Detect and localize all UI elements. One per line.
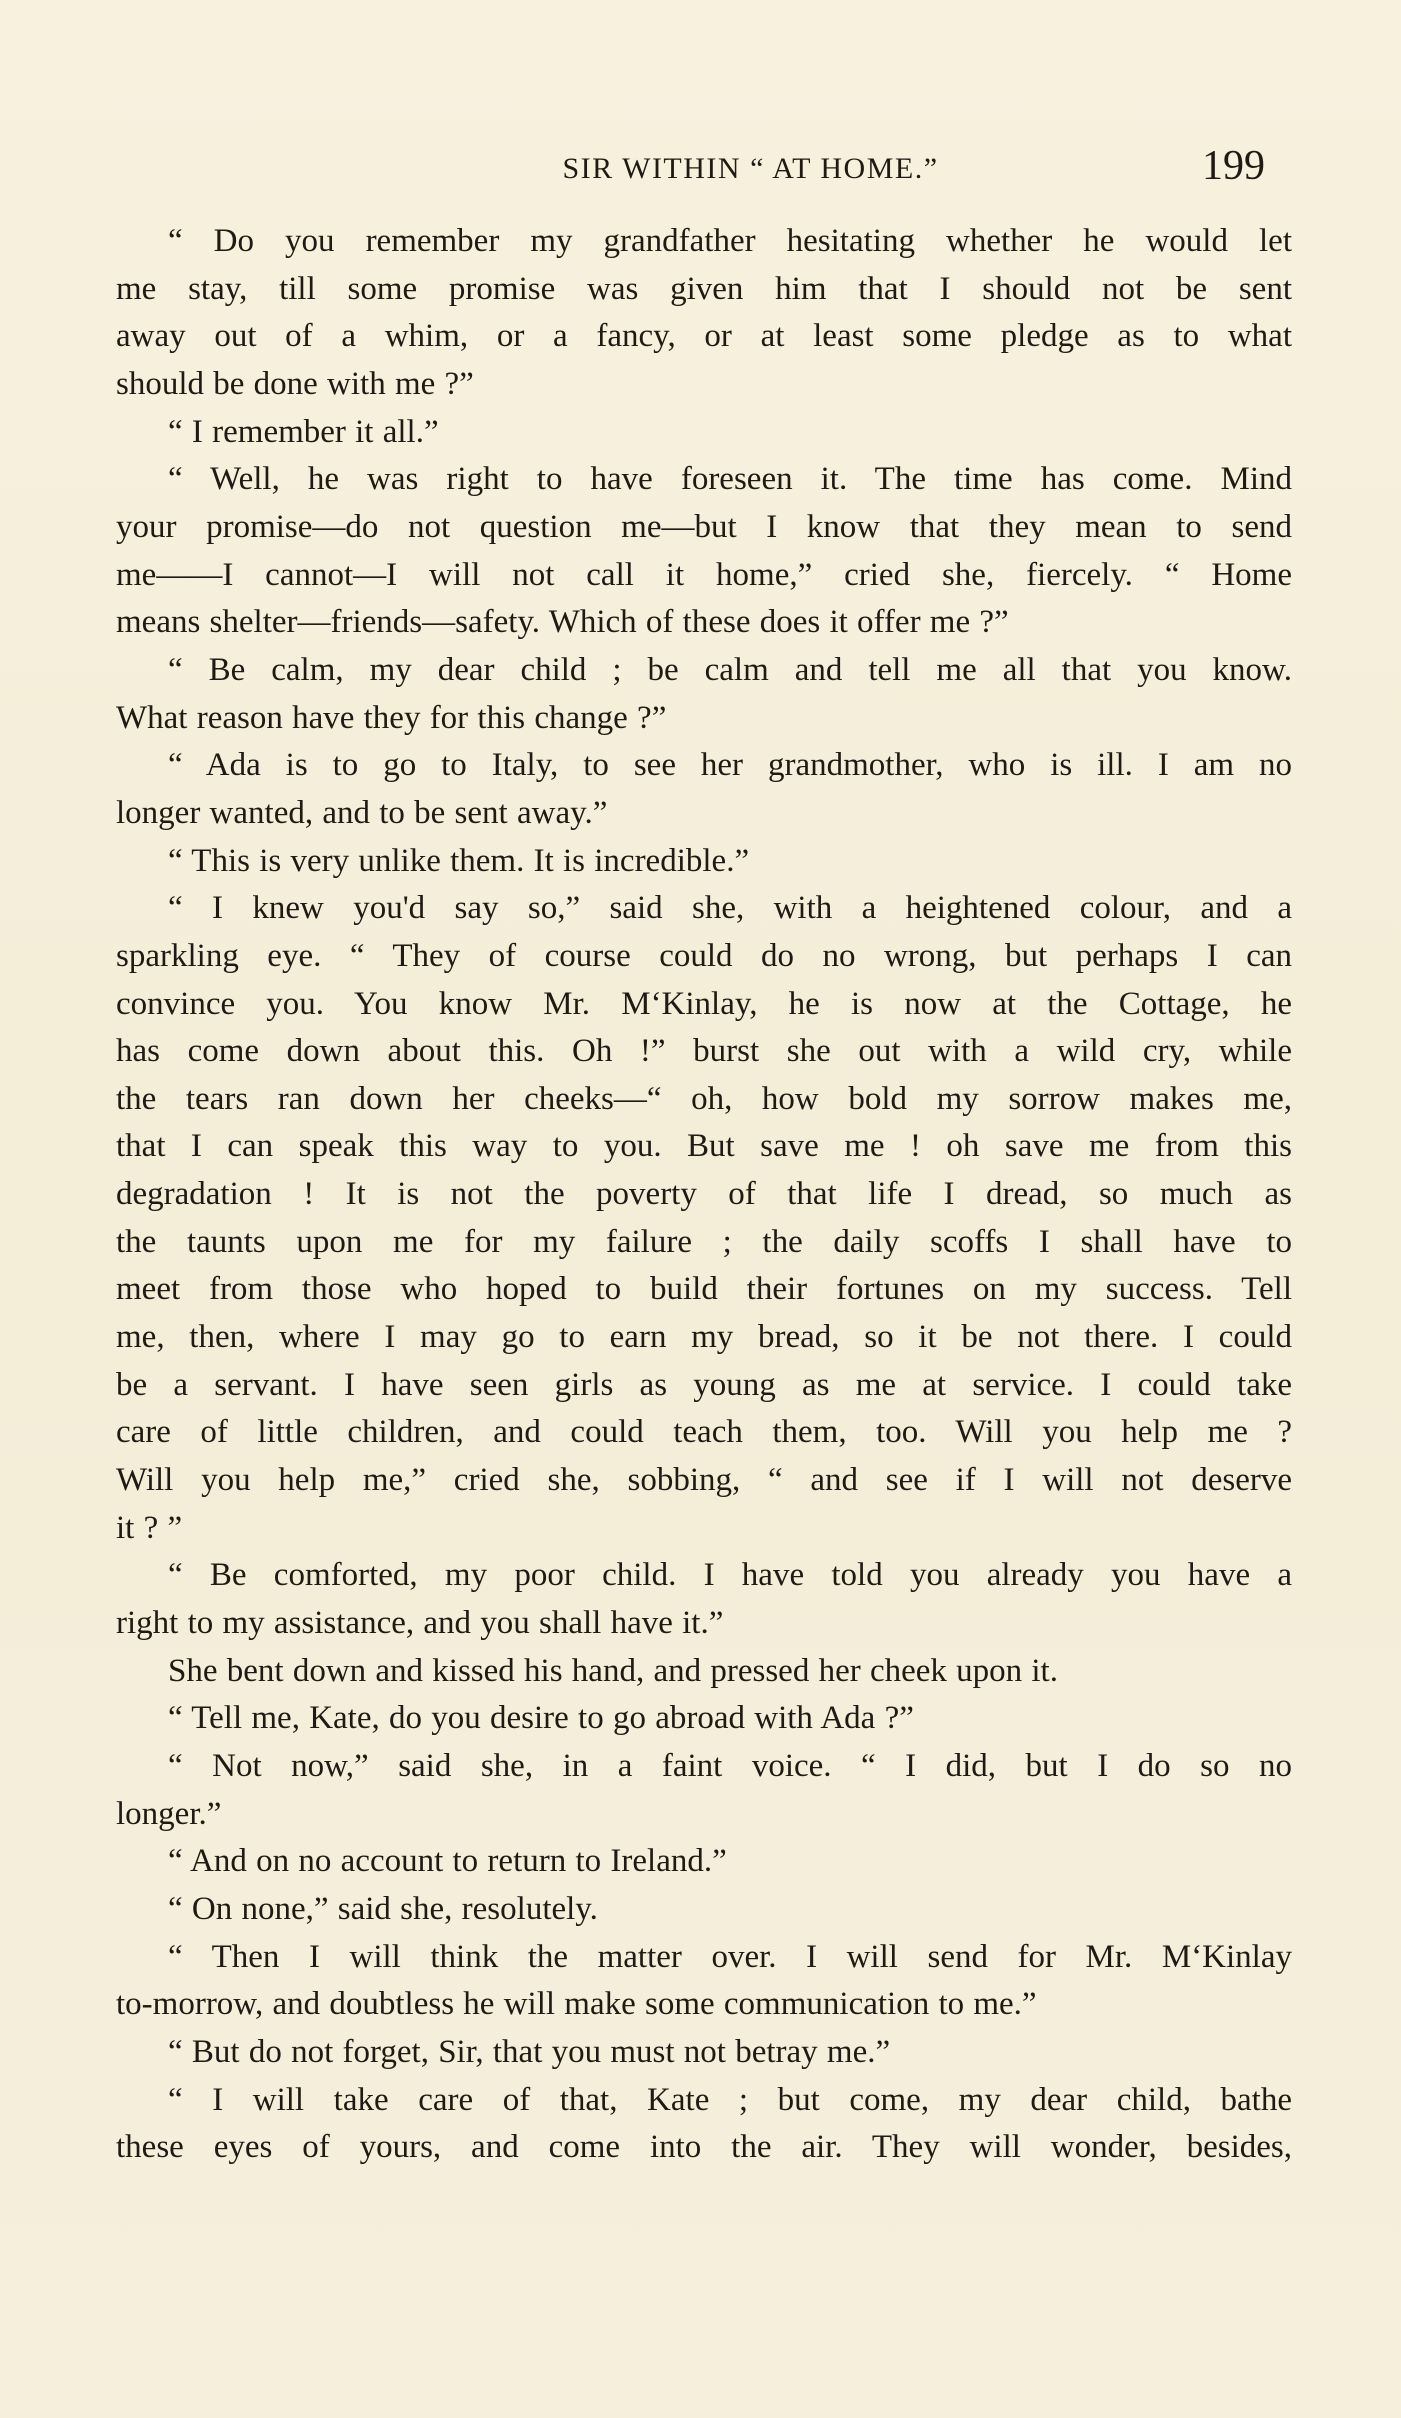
text-line: longer.” bbox=[116, 1795, 222, 1832]
text-line: me, then, where I may go to earn my bread, so it be not there. I could bbox=[116, 1319, 1292, 1356]
text-line: the taunts upon me for my failure ; the daily scoffs I shall have to bbox=[116, 1223, 1292, 1260]
text-line: me stay, till some promise was given him that I should not be sent bbox=[116, 270, 1292, 307]
text-line: away out of a whim, or a fancy, or at least some pledge as to what bbox=[116, 318, 1292, 355]
text-line: “ I will take care of that, Kate ; but come, my dear child, bathe bbox=[168, 2081, 1292, 2118]
running-head bbox=[116, 144, 1285, 194]
text-line: “ Well, he was right to have foreseen it. The time has come. Mind bbox=[168, 461, 1292, 498]
text-line: your promise—do not question me—but I know that they mean to send bbox=[116, 508, 1292, 545]
text-line: “ On none,” said she, resolutely. bbox=[168, 1890, 598, 1927]
text-line: longer wanted, and to be sent away.” bbox=[116, 794, 608, 831]
text-line: care of little children, and could teach them, too. Will you help me ? bbox=[116, 1414, 1292, 1451]
text-line: “ Then I will think the matter over. I will send for Mr. M‘Kinlay bbox=[168, 1938, 1292, 1975]
text-line: “ Tell me, Kate, do you desire to go abroad with Ada ?” bbox=[168, 1700, 914, 1737]
page-number: 199 bbox=[1202, 143, 1265, 189]
text-line: She bent down and kissed his hand, and pressed her cheek upon it. bbox=[168, 1652, 1058, 1689]
text-line: be a servant. I have seen girls as young as me at service. I could take bbox=[116, 1366, 1292, 1403]
text-line: means shelter—friends—safety. Which of these does it offer me ?” bbox=[116, 604, 1009, 641]
text-line: the tears ran down her cheeks—“ oh, how bold my sorrow makes me, bbox=[116, 1080, 1292, 1117]
text-line: meet from those who hoped to build their fortunes on my success. Tell bbox=[116, 1271, 1292, 1308]
text-line: these eyes of yours, and come into the air. They will wonder, besides, bbox=[116, 2129, 1292, 2166]
text-line: “ Be comforted, my poor child. I have told you already you have a bbox=[168, 1557, 1292, 1594]
text-line: should be done with me ?” bbox=[116, 365, 474, 402]
text-line: “ I remember it all.” bbox=[168, 413, 439, 450]
text-line: right to my assistance, and you shall have it.” bbox=[116, 1605, 724, 1642]
text-line: Will you help me,” cried she, sobbing, “ and see if I will not deserve bbox=[116, 1462, 1292, 1499]
text-line: “ Not now,” said she, in a faint voice. “ I did, but I do so no bbox=[168, 1748, 1292, 1784]
text-line: that I can speak this way to you. But save me ! oh save me from this bbox=[116, 1128, 1292, 1165]
body-text bbox=[116, 218, 1292, 2172]
text-line: “ But do not forget, Sir, that you must not betray me.” bbox=[168, 2033, 891, 2070]
text-line: it ? ” bbox=[116, 1509, 183, 1546]
text-line: degradation ! It is not the poverty of that life I dread, so much as bbox=[116, 1176, 1292, 1213]
text-line: “ And on no account to return to Ireland.” bbox=[168, 1843, 727, 1880]
text-line: “ This is very unlike them. It is incredible.” bbox=[168, 842, 750, 879]
text-line: “ Ada is to go to Italy, to see her grandmother, who is ill. I am no bbox=[168, 747, 1292, 784]
running-title: SIR WITHIN “ AT HOME.” bbox=[562, 152, 939, 185]
text-line: to-morrow, and doubtless he will make some communication to me.” bbox=[116, 1986, 1037, 2023]
text-line: “ Be calm, my dear child ; be calm and tell me all that you know. bbox=[168, 651, 1292, 688]
text-line: “ Do you remember my grandfather hesitating whether he would let bbox=[168, 223, 1292, 259]
text-line: What reason have they for this change ?” bbox=[116, 699, 667, 736]
text-line: sparkling eye. “ They of course could do no wrong, but perhaps I can bbox=[116, 937, 1292, 974]
text-line: has come down about this. Oh !” burst she out with a wild cry, while bbox=[116, 1033, 1292, 1070]
text-line: me——I cannot—I will not call it home,” cried she, fiercely. “ Home bbox=[116, 556, 1292, 593]
text-line: “ I knew you'd say so,” said she, with a heightened colour, and a bbox=[168, 890, 1292, 927]
text-line: convince you. You know Mr. M‘Kinlay, he is now at the Cottage, he bbox=[116, 985, 1292, 1022]
